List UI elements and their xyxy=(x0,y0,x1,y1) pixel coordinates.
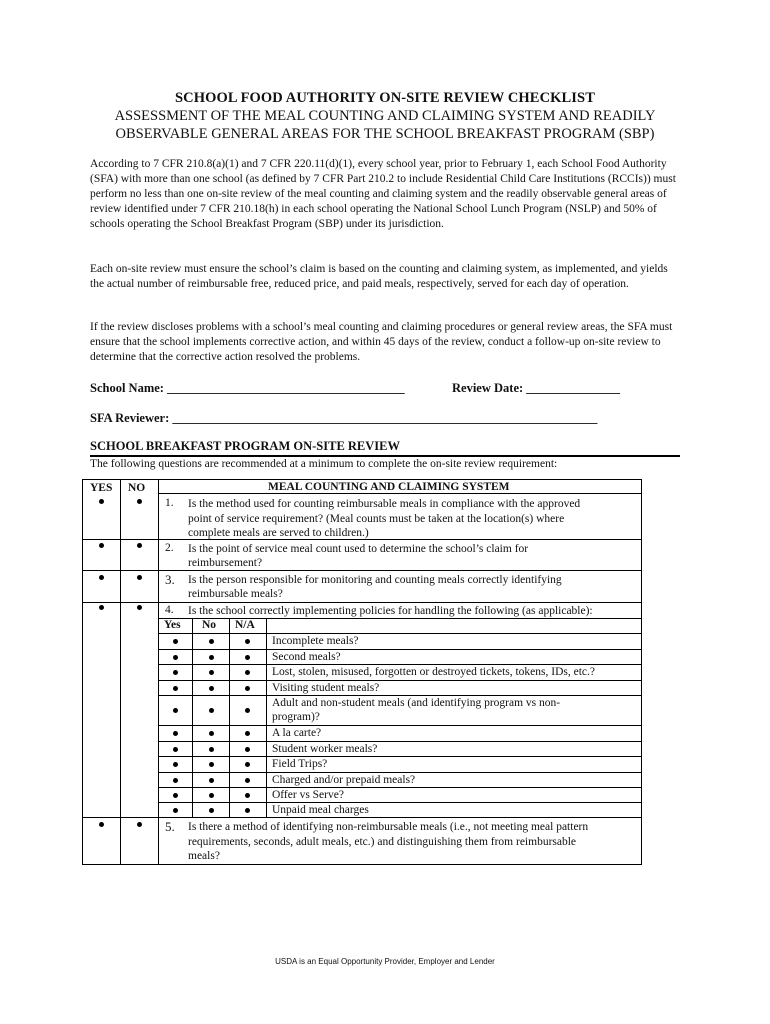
q5-line-3: meals? xyxy=(188,850,220,862)
sub8-no-checkbox[interactable] xyxy=(209,762,214,767)
q3-line-2: reimbursable meals? xyxy=(188,588,283,600)
document-subtitle xyxy=(90,107,680,143)
table-border-top xyxy=(82,479,642,480)
sub-header-yes: Yes xyxy=(164,619,181,631)
sub11-yes-checkbox[interactable] xyxy=(173,808,178,813)
q5-number: 5. xyxy=(165,819,175,834)
row-divider-2 xyxy=(82,570,642,571)
col-divider-yes-no xyxy=(120,479,121,865)
col-header-yes: YES xyxy=(90,482,113,494)
sub-item-student-worker: Student worker meals? xyxy=(272,743,378,755)
q2-no-checkbox[interactable] xyxy=(137,543,142,548)
review-checklist-table xyxy=(82,479,642,865)
sub6-na-checkbox[interactable] xyxy=(245,731,250,736)
sub-row-line-0 xyxy=(158,633,642,634)
q5-no-checkbox[interactable] xyxy=(137,822,142,827)
q4-line-1: Is the school correctly implementing policies for handling the following (as applicable): xyxy=(188,605,593,617)
q2-yes-checkbox[interactable] xyxy=(99,543,104,548)
sub1-na-checkbox[interactable] xyxy=(245,639,250,644)
q1-number: 1. xyxy=(165,497,174,509)
q3-line-1: Is the person responsible for monitoring and counting meals correctly identifying xyxy=(188,574,562,586)
subtitle-line-1: ASSESSMENT OF THE MEAL COUNTING AND CLAIMING SYSTEM AND READILY xyxy=(114,108,656,124)
sub-row-line-5 xyxy=(158,725,642,726)
sub4-na-checkbox[interactable] xyxy=(245,686,250,691)
intro-paragraph-2: Each on-site review must ensure the school’s claim is based on the counting and claiming system, as implemented, and yields the actual number of reimbursable free, reduced price, and paid meals, respectively, served for each day of operation. xyxy=(90,263,668,290)
sub4-no-checkbox[interactable] xyxy=(209,686,214,691)
sub7-yes-checkbox[interactable] xyxy=(173,747,178,752)
sub-item-charged-prepaid: Charged and/or prepaid meals? xyxy=(272,774,416,786)
sub-header-no: No xyxy=(202,619,217,631)
section-intro: The following questions are recommended at a minimum to complete the on-site review requirement: xyxy=(90,458,558,470)
sub-item-second-meals: Second meals? xyxy=(272,651,341,663)
sub4-yes-checkbox[interactable] xyxy=(173,686,178,691)
table-border-left xyxy=(82,479,83,865)
col-divider-no-main xyxy=(158,479,159,865)
q4-number: 4. xyxy=(165,604,174,616)
sub9-na-checkbox[interactable] xyxy=(245,778,250,783)
sub6-no-checkbox[interactable] xyxy=(209,731,214,736)
q4-no-checkbox[interactable] xyxy=(137,605,142,610)
sub5-na-checkbox[interactable] xyxy=(245,708,250,713)
q5-line-2: requirements, seconds, adult meals, etc.) and distinguishing them from reimbursable xyxy=(188,836,577,848)
sub-item-offer-vs-serve: Offer vs Serve? xyxy=(272,789,344,801)
sfa-reviewer-field[interactable]: SFA Reviewer: ____________________________________________________________________ xyxy=(90,411,598,425)
sub3-no-checkbox[interactable] xyxy=(209,670,214,675)
sub1-yes-checkbox[interactable] xyxy=(173,639,178,644)
q5-yes-checkbox[interactable] xyxy=(99,822,104,827)
sub-header-na: N/A xyxy=(235,619,255,631)
q3-no-checkbox[interactable] xyxy=(137,575,142,580)
intro-paragraph-1: According to 7 CFR 210.8(a)(1) and 7 CFR 220.11(d)(1), every school year, prior to February 1, each School Food Authority (SFA) with more than one school (as defined by 7 CFR Part 210.2 to include Residential Child Care Institutions (RCCIs)) must perform no less than one on-site review of the meal counting and claiming system and the readily observable general areas of review identified under 7 CFR 210.18(h) in each school operating the National School Lunch Program (NSLP) and 50% of schools operating the School Breakfast Program (SBP) under its jurisdiction. xyxy=(90,158,676,230)
sub-row-line-1 xyxy=(158,649,642,650)
sub-item-incomplete-meals: Incomplete meals? xyxy=(272,635,359,647)
q1-line-2: point of service requirement? (Meal counts must be taken at the location(s) where xyxy=(188,513,565,525)
sub3-yes-checkbox[interactable] xyxy=(173,670,178,675)
sub-row-line-6 xyxy=(158,741,642,742)
sub-item-field-trips: Field Trips? xyxy=(272,758,328,770)
school-name-field[interactable]: School Name: ______________________________________ xyxy=(90,381,405,395)
sub10-yes-checkbox[interactable] xyxy=(173,793,178,798)
sub-row-line-3 xyxy=(158,680,642,681)
table-border-bottom xyxy=(82,864,642,865)
sub6-yes-checkbox[interactable] xyxy=(173,731,178,736)
section-divider xyxy=(90,455,680,457)
sub8-yes-checkbox[interactable] xyxy=(173,762,178,767)
row-divider-3 xyxy=(82,602,642,603)
sub7-na-checkbox[interactable] xyxy=(245,747,250,752)
sub-item-lost-tickets: Lost, stolen, misused, forgotten or destroyed tickets, tokens, IDs, etc.? xyxy=(272,666,596,678)
sub-item-adult-meals-line-2: program)? xyxy=(272,711,320,723)
document-title: SCHOOL FOOD AUTHORITY ON-SITE REVIEW CHECKLIST xyxy=(175,90,595,106)
table-border-right xyxy=(641,479,642,865)
sub10-no-checkbox[interactable] xyxy=(209,793,214,798)
sub-item-unpaid-charges: Unpaid meal charges xyxy=(272,804,369,816)
sub10-na-checkbox[interactable] xyxy=(245,793,250,798)
review-date-field[interactable]: Review Date: _______________ xyxy=(452,381,621,395)
q5-line-1: Is there a method of identifying non-reimbursable meals (i.e., not meeting meal pattern xyxy=(188,821,589,833)
sub5-yes-checkbox[interactable] xyxy=(173,708,178,713)
sub-row-line-10 xyxy=(158,802,642,803)
sub-table-top xyxy=(158,618,642,619)
sub9-no-checkbox[interactable] xyxy=(209,778,214,783)
col-header-no: NO xyxy=(128,482,146,494)
section-heading: SCHOOL BREAKFAST PROGRAM ON-SITE REVIEW xyxy=(90,439,401,453)
sub-item-a-la-carte: A la carte? xyxy=(272,727,322,739)
q3-yes-checkbox[interactable] xyxy=(99,575,104,580)
sub3-na-checkbox[interactable] xyxy=(245,670,250,675)
sub7-no-checkbox[interactable] xyxy=(209,747,214,752)
header-row-divider xyxy=(158,493,642,494)
sub8-na-checkbox[interactable] xyxy=(245,762,250,767)
sub-item-adult-meals-line-1: Adult and non-student meals (and identifying program vs non- xyxy=(272,697,561,709)
col-header-meal-counting: MEAL COUNTING AND CLAIMING SYSTEM xyxy=(268,481,510,493)
subtitle-line-2: OBSERVABLE GENERAL AREAS FOR THE SCHOOL BREAKFAST PROGRAM (SBP) xyxy=(115,126,655,142)
footer-statement: USDA is an Equal Opportunity Provider, Employer and Lender xyxy=(275,957,495,966)
q2-number: 2. xyxy=(165,542,174,554)
sub-row-line-7 xyxy=(158,756,642,757)
sub11-na-checkbox[interactable] xyxy=(245,808,250,813)
sub2-no-checkbox[interactable] xyxy=(209,655,214,660)
sub11-no-checkbox[interactable] xyxy=(209,808,214,813)
sub9-yes-checkbox[interactable] xyxy=(173,778,178,783)
q1-yes-checkbox[interactable] xyxy=(99,499,104,504)
q3-number: 3. xyxy=(165,572,175,587)
sub-item-visiting-student: Visiting student meals? xyxy=(272,682,380,694)
sub2-yes-checkbox[interactable] xyxy=(173,655,178,660)
q4-yes-checkbox[interactable] xyxy=(99,605,104,610)
q1-line-3: complete meals are served to children.) xyxy=(188,527,369,539)
q2-line-1: Is the point of service meal count used to determine the school’s claim for xyxy=(188,543,529,555)
q1-line-1: Is the method used for counting reimbursable meals in compliance with the approved xyxy=(188,498,581,510)
intro-paragraph-3: If the review discloses problems with a school’s meal counting and claiming procedures or general review areas, the SFA must ensure that the school implements corrective action, and within 45 days of the review, conduct a follow-up on-site review to determine that the corrective action resolved the problems. xyxy=(90,321,673,363)
q1-no-checkbox[interactable] xyxy=(137,499,142,504)
q2-line-2: reimbursement? xyxy=(188,557,263,569)
sub2-na-checkbox[interactable] xyxy=(245,655,250,660)
sub5-no-checkbox[interactable] xyxy=(209,708,214,713)
sub1-no-checkbox[interactable] xyxy=(209,639,214,644)
